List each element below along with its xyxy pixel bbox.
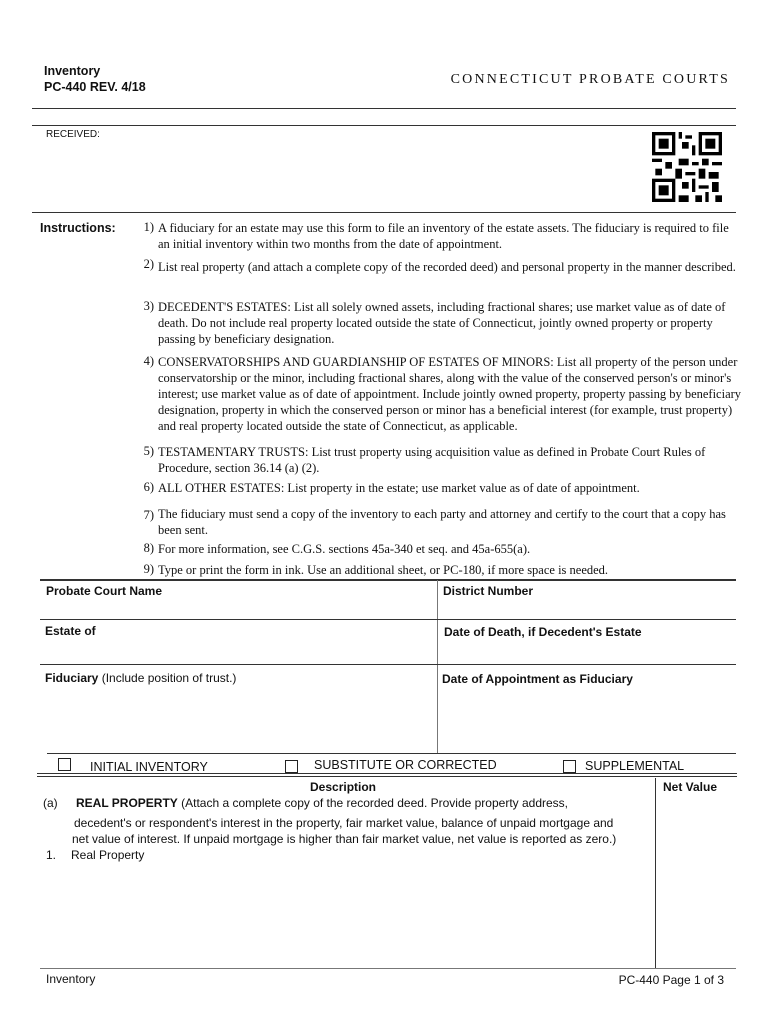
section-text: decedent's or respondent's interest in the property, fair market value, balance of unpaid mortgage and bbox=[74, 816, 614, 830]
section-text-cont bbox=[74, 815, 616, 847]
instruction-number: 2) bbox=[143, 257, 154, 271]
net-value-header: Net Value bbox=[663, 780, 718, 794]
instruction-number: 6) bbox=[143, 480, 154, 494]
instruction-number: 9) bbox=[143, 562, 154, 576]
instruction-text: DECEDENT'S ESTATES: List all solely owned assets, including fractional shares; use market value as of date of death. Do not include real property located outside the state of Connecticut, jointly owned property or property passing by beneficiary designation. bbox=[158, 300, 726, 346]
real-property-section bbox=[76, 796, 568, 810]
instruction-number: 7) bbox=[143, 508, 154, 522]
row-number: 1. bbox=[46, 848, 57, 862]
supplemental-label: SUPPLEMENTAL bbox=[585, 759, 685, 773]
divider bbox=[47, 753, 736, 754]
instruction-text: ALL OTHER ESTATES: List property in the estate; use market value as of date of appointment. bbox=[158, 481, 640, 495]
instruction-number: 5) bbox=[143, 444, 154, 458]
divider bbox=[37, 776, 737, 777]
estate-of-field[interactable]: Estate of bbox=[45, 624, 96, 638]
divider bbox=[37, 773, 737, 774]
initial-inventory-label: INITIAL INVENTORY bbox=[90, 760, 208, 774]
substitute-label: SUBSTITUTE OR CORRECTED bbox=[314, 758, 497, 772]
divider bbox=[32, 125, 736, 126]
instruction-number: 8) bbox=[143, 541, 154, 555]
net-value-divider bbox=[655, 778, 656, 968]
date-of-appointment-field[interactable]: Date of Appointment as Fiduciary bbox=[442, 672, 633, 686]
fiduciary-label: Fiduciary bbox=[45, 671, 99, 685]
instruction-text: TESTAMENTARY TRUSTS: List trust property using acquisition value as defined in Probate Court Rules of Procedure, section 36.14 (a) (2). bbox=[158, 445, 706, 475]
footer-form-name: Inventory bbox=[46, 972, 96, 986]
fiduciary-field[interactable] bbox=[45, 671, 236, 685]
section-letter: (a) bbox=[43, 796, 58, 810]
footer-page-number: PC-440 Page 1 of 3 bbox=[618, 973, 724, 987]
instruction-number: 4) bbox=[143, 354, 154, 368]
substitute-checkbox[interactable] bbox=[285, 760, 298, 773]
date-of-death-field[interactable]: Date of Death, if Decedent's Estate bbox=[444, 625, 642, 639]
instruction-text: List real property (and attach a complete copy of the recorded deed) and personal property in the manner described. bbox=[158, 260, 736, 274]
initial-inventory-checkbox[interactable] bbox=[58, 758, 71, 771]
divider bbox=[40, 619, 736, 620]
instruction-number: 3) bbox=[143, 299, 154, 313]
instruction-text: CONSERVATORSHIPS AND GUARDIANSHIP OF ESTATES OF MINORS: List all property of the person under conservatorship or the minor, including fractional shares, along with the value of the conserved person's or minor's interest; use market value as of date of appointment. Include jointly owned property, property passing by beneficiary designation, property in which the conserved person or minor has a beneficial interest (for example, trust property) and real property located outside the state of Connecticut, as applicable. bbox=[158, 355, 742, 433]
section-text: (Attach a complete copy of the recorded deed. Provide property address, bbox=[177, 796, 569, 810]
form-name: Inventory bbox=[44, 64, 101, 78]
divider bbox=[437, 580, 438, 753]
form-number: PC-440 REV. 4/18 bbox=[44, 80, 146, 94]
instruction-number: 1) bbox=[143, 220, 154, 234]
footer-divider bbox=[40, 968, 736, 969]
description-header: Description bbox=[310, 780, 377, 794]
instruction-text: Type or print the form in ink. Use an additional sheet, or PC-180, if more space is needed. bbox=[158, 563, 609, 577]
section-text: net value of interest. If unpaid mortgage is higher than fair market value, net value is reported as zero.) bbox=[72, 832, 617, 846]
section-title: REAL PROPERTY bbox=[76, 796, 178, 810]
court-name: CONNECTICUT PROBATE COURTS bbox=[450, 72, 730, 87]
instruction-text: A fiduciary for an estate may use this form to file an inventory of the estate assets. The fiduciary is required to file an initial inventory within two months from the date of appointment. bbox=[158, 221, 729, 251]
divider bbox=[32, 108, 736, 109]
divider bbox=[32, 212, 736, 213]
divider bbox=[40, 664, 736, 665]
instruction-text: The fiduciary must send a copy of the inventory to each party and attorney and certify to the court that a copy has been sent. bbox=[158, 507, 726, 537]
supplemental-checkbox[interactable] bbox=[563, 760, 576, 773]
qr-code-icon bbox=[652, 131, 722, 203]
fiduciary-note: (Include position of trust.) bbox=[98, 671, 237, 685]
real-property-row[interactable]: Real Property bbox=[71, 848, 145, 862]
instruction-text: For more information, see C.G.S. sections 45a-340 et seq. and 45a-655(a). bbox=[158, 542, 531, 556]
form-header-left bbox=[44, 63, 146, 95]
district-number-field[interactable]: District Number bbox=[443, 584, 534, 598]
probate-court-name-field[interactable]: Probate Court Name bbox=[46, 584, 163, 598]
received-label: RECEIVED: bbox=[46, 129, 100, 140]
divider bbox=[40, 579, 736, 581]
instructions-label: Instructions: bbox=[40, 221, 116, 235]
